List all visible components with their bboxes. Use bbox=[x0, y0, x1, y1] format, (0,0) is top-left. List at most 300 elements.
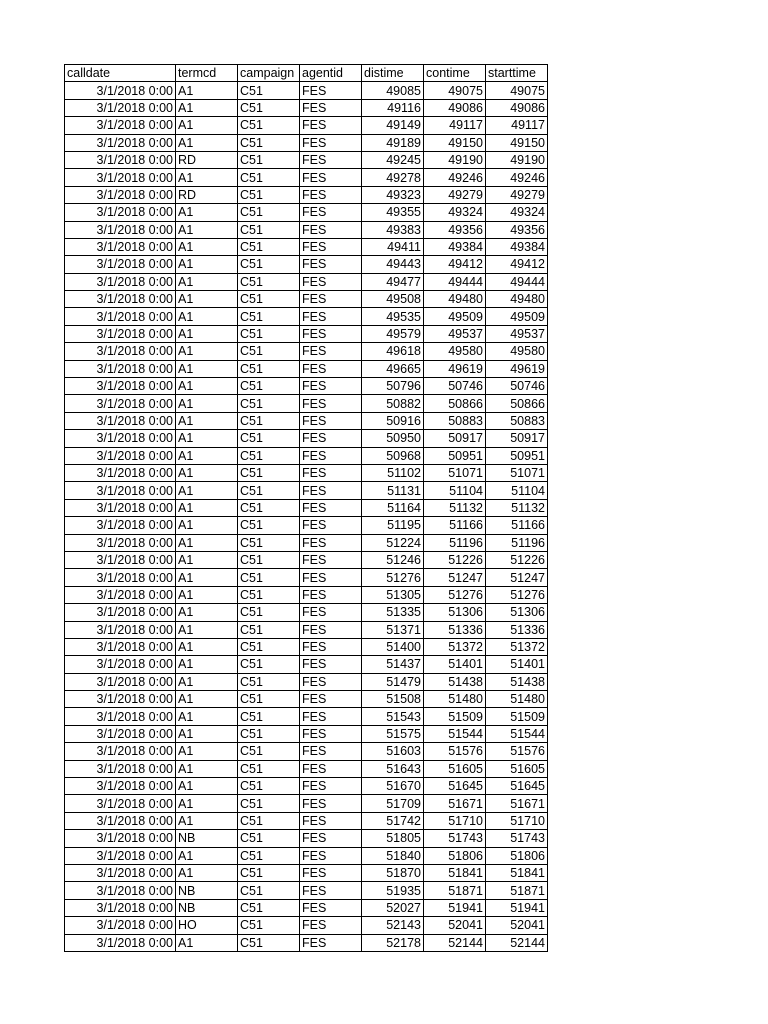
cell-termcd: RD bbox=[176, 186, 238, 203]
cell-contime: 51645 bbox=[424, 778, 486, 795]
table-row bbox=[65, 238, 548, 255]
cell-calldate: 3/1/2018 0:00 bbox=[65, 221, 176, 238]
cell-starttime: 50951 bbox=[486, 447, 548, 464]
cell-starttime: 49190 bbox=[486, 151, 548, 168]
cell-calldate: 3/1/2018 0:00 bbox=[65, 586, 176, 603]
cell-termcd: A1 bbox=[176, 621, 238, 638]
cell-calldate: 3/1/2018 0:00 bbox=[65, 517, 176, 534]
cell-starttime: 49412 bbox=[486, 256, 548, 273]
cell-contime: 51941 bbox=[424, 899, 486, 916]
table-row bbox=[65, 534, 548, 551]
cell-agentid: FES bbox=[300, 778, 362, 795]
cell-campaign: C51 bbox=[238, 864, 300, 881]
cell-distime: 51224 bbox=[362, 534, 424, 551]
cell-termcd: A1 bbox=[176, 812, 238, 829]
cell-campaign: C51 bbox=[238, 604, 300, 621]
cell-agentid: FES bbox=[300, 899, 362, 916]
cell-calldate: 3/1/2018 0:00 bbox=[65, 151, 176, 168]
cell-campaign: C51 bbox=[238, 273, 300, 290]
column-header-campaign: campaign bbox=[238, 65, 300, 82]
table-row bbox=[65, 325, 548, 342]
cell-distime: 49355 bbox=[362, 204, 424, 221]
cell-calldate: 3/1/2018 0:00 bbox=[65, 899, 176, 916]
table-row bbox=[65, 760, 548, 777]
cell-termcd: A1 bbox=[176, 534, 238, 551]
cell-distime: 50968 bbox=[362, 447, 424, 464]
cell-calldate: 3/1/2018 0:00 bbox=[65, 395, 176, 412]
cell-distime: 49665 bbox=[362, 360, 424, 377]
cell-contime: 51871 bbox=[424, 882, 486, 899]
cell-contime: 51743 bbox=[424, 830, 486, 847]
cell-starttime: 51104 bbox=[486, 482, 548, 499]
cell-calldate: 3/1/2018 0:00 bbox=[65, 256, 176, 273]
cell-termcd: A1 bbox=[176, 447, 238, 464]
cell-calldate: 3/1/2018 0:00 bbox=[65, 412, 176, 429]
cell-contime: 49075 bbox=[424, 82, 486, 99]
cell-termcd: A1 bbox=[176, 378, 238, 395]
cell-termcd: A1 bbox=[176, 586, 238, 603]
cell-distime: 49323 bbox=[362, 186, 424, 203]
cell-contime: 52144 bbox=[424, 934, 486, 951]
cell-agentid: FES bbox=[300, 917, 362, 934]
cell-calldate: 3/1/2018 0:00 bbox=[65, 117, 176, 134]
cell-campaign: C51 bbox=[238, 847, 300, 864]
cell-distime: 51437 bbox=[362, 656, 424, 673]
cell-termcd: A1 bbox=[176, 464, 238, 481]
cell-distime: 50796 bbox=[362, 378, 424, 395]
cell-agentid: FES bbox=[300, 412, 362, 429]
cell-calldate: 3/1/2018 0:00 bbox=[65, 917, 176, 934]
cell-agentid: FES bbox=[300, 151, 362, 168]
cell-calldate: 3/1/2018 0:00 bbox=[65, 691, 176, 708]
table-row bbox=[65, 447, 548, 464]
cell-agentid: FES bbox=[300, 864, 362, 881]
cell-termcd: A1 bbox=[176, 725, 238, 742]
cell-termcd: A1 bbox=[176, 795, 238, 812]
cell-agentid: FES bbox=[300, 499, 362, 516]
cell-campaign: C51 bbox=[238, 464, 300, 481]
cell-agentid: FES bbox=[300, 117, 362, 134]
cell-starttime: 50917 bbox=[486, 430, 548, 447]
cell-termcd: A1 bbox=[176, 325, 238, 342]
cell-campaign: C51 bbox=[238, 621, 300, 638]
cell-campaign: C51 bbox=[238, 117, 300, 134]
cell-agentid: FES bbox=[300, 551, 362, 568]
cell-contime: 49444 bbox=[424, 273, 486, 290]
cell-starttime: 49480 bbox=[486, 291, 548, 308]
cell-contime: 52041 bbox=[424, 917, 486, 934]
cell-starttime: 49537 bbox=[486, 325, 548, 342]
cell-starttime: 51196 bbox=[486, 534, 548, 551]
cell-starttime: 50746 bbox=[486, 378, 548, 395]
cell-termcd: A1 bbox=[176, 308, 238, 325]
cell-distime: 51400 bbox=[362, 638, 424, 655]
cell-campaign: C51 bbox=[238, 221, 300, 238]
cell-distime: 51670 bbox=[362, 778, 424, 795]
cell-distime: 49245 bbox=[362, 151, 424, 168]
table-row bbox=[65, 743, 548, 760]
cell-contime: 51226 bbox=[424, 551, 486, 568]
cell-calldate: 3/1/2018 0:00 bbox=[65, 621, 176, 638]
cell-agentid: FES bbox=[300, 169, 362, 186]
cell-termcd: A1 bbox=[176, 864, 238, 881]
cell-agentid: FES bbox=[300, 291, 362, 308]
cell-calldate: 3/1/2018 0:00 bbox=[65, 795, 176, 812]
table-row bbox=[65, 291, 548, 308]
table-row bbox=[65, 795, 548, 812]
cell-distime: 51371 bbox=[362, 621, 424, 638]
cell-calldate: 3/1/2018 0:00 bbox=[65, 604, 176, 621]
cell-calldate: 3/1/2018 0:00 bbox=[65, 238, 176, 255]
cell-distime: 51305 bbox=[362, 586, 424, 603]
cell-starttime: 51166 bbox=[486, 517, 548, 534]
table-row bbox=[65, 917, 548, 934]
cell-campaign: C51 bbox=[238, 778, 300, 795]
table-row bbox=[65, 830, 548, 847]
cell-campaign: C51 bbox=[238, 725, 300, 742]
cell-starttime: 51806 bbox=[486, 847, 548, 864]
cell-campaign: C51 bbox=[238, 325, 300, 342]
cell-starttime: 50883 bbox=[486, 412, 548, 429]
table-row bbox=[65, 551, 548, 568]
cell-termcd: A1 bbox=[176, 221, 238, 238]
cell-starttime: 51710 bbox=[486, 812, 548, 829]
cell-calldate: 3/1/2018 0:00 bbox=[65, 778, 176, 795]
cell-starttime: 51509 bbox=[486, 708, 548, 725]
cell-starttime: 49246 bbox=[486, 169, 548, 186]
cell-distime: 49278 bbox=[362, 169, 424, 186]
cell-campaign: C51 bbox=[238, 412, 300, 429]
cell-campaign: C51 bbox=[238, 708, 300, 725]
cell-termcd: RD bbox=[176, 151, 238, 168]
cell-agentid: FES bbox=[300, 395, 362, 412]
cell-agentid: FES bbox=[300, 273, 362, 290]
cell-distime: 51643 bbox=[362, 760, 424, 777]
cell-calldate: 3/1/2018 0:00 bbox=[65, 325, 176, 342]
cell-campaign: C51 bbox=[238, 760, 300, 777]
cell-campaign: C51 bbox=[238, 795, 300, 812]
cell-campaign: C51 bbox=[238, 934, 300, 951]
cell-termcd: NB bbox=[176, 830, 238, 847]
cell-agentid: FES bbox=[300, 621, 362, 638]
cell-agentid: FES bbox=[300, 360, 362, 377]
cell-distime: 51575 bbox=[362, 725, 424, 742]
cell-calldate: 3/1/2018 0:00 bbox=[65, 760, 176, 777]
cell-distime: 49443 bbox=[362, 256, 424, 273]
cell-calldate: 3/1/2018 0:00 bbox=[65, 360, 176, 377]
cell-termcd: A1 bbox=[176, 482, 238, 499]
table-row bbox=[65, 186, 548, 203]
cell-distime: 51131 bbox=[362, 482, 424, 499]
cell-termcd: A1 bbox=[176, 291, 238, 308]
cell-agentid: FES bbox=[300, 638, 362, 655]
cell-starttime: 51071 bbox=[486, 464, 548, 481]
cell-contime: 49324 bbox=[424, 204, 486, 221]
cell-contime: 49086 bbox=[424, 99, 486, 116]
table-row bbox=[65, 812, 548, 829]
table-row bbox=[65, 482, 548, 499]
cell-termcd: HO bbox=[176, 917, 238, 934]
table-row bbox=[65, 725, 548, 742]
cell-termcd: A1 bbox=[176, 238, 238, 255]
cell-campaign: C51 bbox=[238, 134, 300, 151]
cell-campaign: C51 bbox=[238, 691, 300, 708]
cell-termcd: A1 bbox=[176, 204, 238, 221]
cell-distime: 49116 bbox=[362, 99, 424, 116]
cell-starttime: 51941 bbox=[486, 899, 548, 916]
cell-agentid: FES bbox=[300, 830, 362, 847]
cell-starttime: 49580 bbox=[486, 343, 548, 360]
cell-starttime: 49384 bbox=[486, 238, 548, 255]
cell-contime: 49190 bbox=[424, 151, 486, 168]
column-header-termcd: termcd bbox=[176, 65, 238, 82]
cell-contime: 51576 bbox=[424, 743, 486, 760]
table-row bbox=[65, 378, 548, 395]
cell-agentid: FES bbox=[300, 256, 362, 273]
cell-campaign: C51 bbox=[238, 638, 300, 655]
cell-distime: 52027 bbox=[362, 899, 424, 916]
cell-calldate: 3/1/2018 0:00 bbox=[65, 308, 176, 325]
cell-distime: 51935 bbox=[362, 882, 424, 899]
column-header-starttime: starttime bbox=[486, 65, 548, 82]
cell-campaign: C51 bbox=[238, 569, 300, 586]
cell-campaign: C51 bbox=[238, 534, 300, 551]
cell-calldate: 3/1/2018 0:00 bbox=[65, 134, 176, 151]
cell-starttime: 51645 bbox=[486, 778, 548, 795]
cell-campaign: C51 bbox=[238, 82, 300, 99]
cell-termcd: A1 bbox=[176, 412, 238, 429]
cell-contime: 49246 bbox=[424, 169, 486, 186]
cell-calldate: 3/1/2018 0:00 bbox=[65, 638, 176, 655]
cell-calldate: 3/1/2018 0:00 bbox=[65, 725, 176, 742]
cell-starttime: 49075 bbox=[486, 82, 548, 99]
cell-termcd: A1 bbox=[176, 343, 238, 360]
cell-contime: 51671 bbox=[424, 795, 486, 812]
cell-contime: 49384 bbox=[424, 238, 486, 255]
cell-distime: 51479 bbox=[362, 673, 424, 690]
cell-campaign: C51 bbox=[238, 917, 300, 934]
cell-agentid: FES bbox=[300, 673, 362, 690]
cell-calldate: 3/1/2018 0:00 bbox=[65, 934, 176, 951]
cell-termcd: A1 bbox=[176, 673, 238, 690]
table-row bbox=[65, 586, 548, 603]
cell-contime: 51336 bbox=[424, 621, 486, 638]
cell-agentid: FES bbox=[300, 430, 362, 447]
cell-termcd: A1 bbox=[176, 499, 238, 516]
cell-contime: 51438 bbox=[424, 673, 486, 690]
cell-agentid: FES bbox=[300, 760, 362, 777]
cell-termcd: A1 bbox=[176, 604, 238, 621]
cell-termcd: A1 bbox=[176, 691, 238, 708]
cell-agentid: FES bbox=[300, 743, 362, 760]
table-row bbox=[65, 99, 548, 116]
cell-calldate: 3/1/2018 0:00 bbox=[65, 464, 176, 481]
cell-campaign: C51 bbox=[238, 430, 300, 447]
cell-calldate: 3/1/2018 0:00 bbox=[65, 847, 176, 864]
cell-contime: 49279 bbox=[424, 186, 486, 203]
cell-calldate: 3/1/2018 0:00 bbox=[65, 204, 176, 221]
table-row bbox=[65, 256, 548, 273]
cell-distime: 51709 bbox=[362, 795, 424, 812]
cell-starttime: 52041 bbox=[486, 917, 548, 934]
cell-distime: 51102 bbox=[362, 464, 424, 481]
table-body bbox=[65, 82, 548, 952]
cell-contime: 51276 bbox=[424, 586, 486, 603]
cell-calldate: 3/1/2018 0:00 bbox=[65, 864, 176, 881]
table-row bbox=[65, 221, 548, 238]
table-row bbox=[65, 934, 548, 951]
cell-calldate: 3/1/2018 0:00 bbox=[65, 812, 176, 829]
cell-calldate: 3/1/2018 0:00 bbox=[65, 499, 176, 516]
cell-calldate: 3/1/2018 0:00 bbox=[65, 343, 176, 360]
table-row bbox=[65, 621, 548, 638]
cell-agentid: FES bbox=[300, 134, 362, 151]
cell-termcd: A1 bbox=[176, 551, 238, 568]
cell-distime: 49383 bbox=[362, 221, 424, 238]
cell-campaign: C51 bbox=[238, 395, 300, 412]
cell-starttime: 51306 bbox=[486, 604, 548, 621]
table-row bbox=[65, 412, 548, 429]
call-log-table bbox=[64, 64, 548, 952]
cell-calldate: 3/1/2018 0:00 bbox=[65, 551, 176, 568]
cell-distime: 49535 bbox=[362, 308, 424, 325]
cell-distime: 51805 bbox=[362, 830, 424, 847]
cell-agentid: FES bbox=[300, 934, 362, 951]
cell-contime: 51166 bbox=[424, 517, 486, 534]
table-row bbox=[65, 343, 548, 360]
table-row bbox=[65, 395, 548, 412]
table-row bbox=[65, 778, 548, 795]
table-row bbox=[65, 847, 548, 864]
column-header-calldate: calldate bbox=[65, 65, 176, 82]
cell-contime: 51306 bbox=[424, 604, 486, 621]
cell-distime: 51246 bbox=[362, 551, 424, 568]
cell-starttime: 51276 bbox=[486, 586, 548, 603]
cell-campaign: C51 bbox=[238, 673, 300, 690]
cell-campaign: C51 bbox=[238, 882, 300, 899]
cell-calldate: 3/1/2018 0:00 bbox=[65, 743, 176, 760]
cell-distime: 49085 bbox=[362, 82, 424, 99]
cell-termcd: A1 bbox=[176, 82, 238, 99]
cell-agentid: FES bbox=[300, 517, 362, 534]
cell-agentid: FES bbox=[300, 586, 362, 603]
cell-calldate: 3/1/2018 0:00 bbox=[65, 273, 176, 290]
cell-campaign: C51 bbox=[238, 586, 300, 603]
cell-distime: 49618 bbox=[362, 343, 424, 360]
cell-calldate: 3/1/2018 0:00 bbox=[65, 378, 176, 395]
table-row bbox=[65, 864, 548, 881]
cell-agentid: FES bbox=[300, 482, 362, 499]
cell-distime: 51195 bbox=[362, 517, 424, 534]
cell-termcd: A1 bbox=[176, 256, 238, 273]
cell-campaign: C51 bbox=[238, 204, 300, 221]
cell-calldate: 3/1/2018 0:00 bbox=[65, 430, 176, 447]
cell-distime: 51742 bbox=[362, 812, 424, 829]
cell-termcd: A1 bbox=[176, 569, 238, 586]
cell-termcd: A1 bbox=[176, 760, 238, 777]
cell-distime: 51508 bbox=[362, 691, 424, 708]
table-row bbox=[65, 117, 548, 134]
cell-starttime: 49086 bbox=[486, 99, 548, 116]
cell-campaign: C51 bbox=[238, 238, 300, 255]
cell-starttime: 50866 bbox=[486, 395, 548, 412]
cell-distime: 51543 bbox=[362, 708, 424, 725]
cell-calldate: 3/1/2018 0:00 bbox=[65, 569, 176, 586]
cell-agentid: FES bbox=[300, 812, 362, 829]
cell-contime: 49150 bbox=[424, 134, 486, 151]
cell-agentid: FES bbox=[300, 795, 362, 812]
cell-contime: 51710 bbox=[424, 812, 486, 829]
cell-agentid: FES bbox=[300, 186, 362, 203]
cell-campaign: C51 bbox=[238, 291, 300, 308]
cell-distime: 49411 bbox=[362, 238, 424, 255]
cell-contime: 51104 bbox=[424, 482, 486, 499]
cell-campaign: C51 bbox=[238, 360, 300, 377]
cell-termcd: A1 bbox=[176, 430, 238, 447]
table-row bbox=[65, 134, 548, 151]
cell-distime: 49477 bbox=[362, 273, 424, 290]
cell-starttime: 49117 bbox=[486, 117, 548, 134]
table-row bbox=[65, 499, 548, 516]
cell-contime: 49356 bbox=[424, 221, 486, 238]
cell-campaign: C51 bbox=[238, 378, 300, 395]
table-row bbox=[65, 360, 548, 377]
cell-agentid: FES bbox=[300, 725, 362, 742]
cell-starttime: 51438 bbox=[486, 673, 548, 690]
cell-termcd: A1 bbox=[176, 847, 238, 864]
cell-termcd: A1 bbox=[176, 99, 238, 116]
cell-campaign: C51 bbox=[238, 151, 300, 168]
table-row bbox=[65, 204, 548, 221]
cell-agentid: FES bbox=[300, 464, 362, 481]
cell-campaign: C51 bbox=[238, 99, 300, 116]
cell-starttime: 51226 bbox=[486, 551, 548, 568]
cell-contime: 51841 bbox=[424, 864, 486, 881]
cell-termcd: A1 bbox=[176, 656, 238, 673]
cell-contime: 50917 bbox=[424, 430, 486, 447]
cell-agentid: FES bbox=[300, 691, 362, 708]
cell-starttime: 51544 bbox=[486, 725, 548, 742]
cell-agentid: FES bbox=[300, 708, 362, 725]
cell-termcd: A1 bbox=[176, 778, 238, 795]
cell-contime: 50951 bbox=[424, 447, 486, 464]
cell-distime: 49149 bbox=[362, 117, 424, 134]
cell-agentid: FES bbox=[300, 99, 362, 116]
cell-starttime: 49509 bbox=[486, 308, 548, 325]
cell-termcd: A1 bbox=[176, 169, 238, 186]
cell-campaign: C51 bbox=[238, 186, 300, 203]
cell-campaign: C51 bbox=[238, 169, 300, 186]
cell-termcd: A1 bbox=[176, 117, 238, 134]
cell-contime: 49580 bbox=[424, 343, 486, 360]
cell-agentid: FES bbox=[300, 847, 362, 864]
table-row bbox=[65, 273, 548, 290]
spreadsheet-page bbox=[64, 64, 548, 952]
cell-starttime: 51576 bbox=[486, 743, 548, 760]
table-row bbox=[65, 604, 548, 621]
cell-starttime: 51841 bbox=[486, 864, 548, 881]
cell-campaign: C51 bbox=[238, 517, 300, 534]
table-row bbox=[65, 691, 548, 708]
cell-starttime: 51401 bbox=[486, 656, 548, 673]
cell-calldate: 3/1/2018 0:00 bbox=[65, 534, 176, 551]
cell-termcd: A1 bbox=[176, 638, 238, 655]
cell-starttime: 51372 bbox=[486, 638, 548, 655]
cell-contime: 49117 bbox=[424, 117, 486, 134]
cell-contime: 49412 bbox=[424, 256, 486, 273]
cell-termcd: A1 bbox=[176, 360, 238, 377]
cell-contime: 50746 bbox=[424, 378, 486, 395]
